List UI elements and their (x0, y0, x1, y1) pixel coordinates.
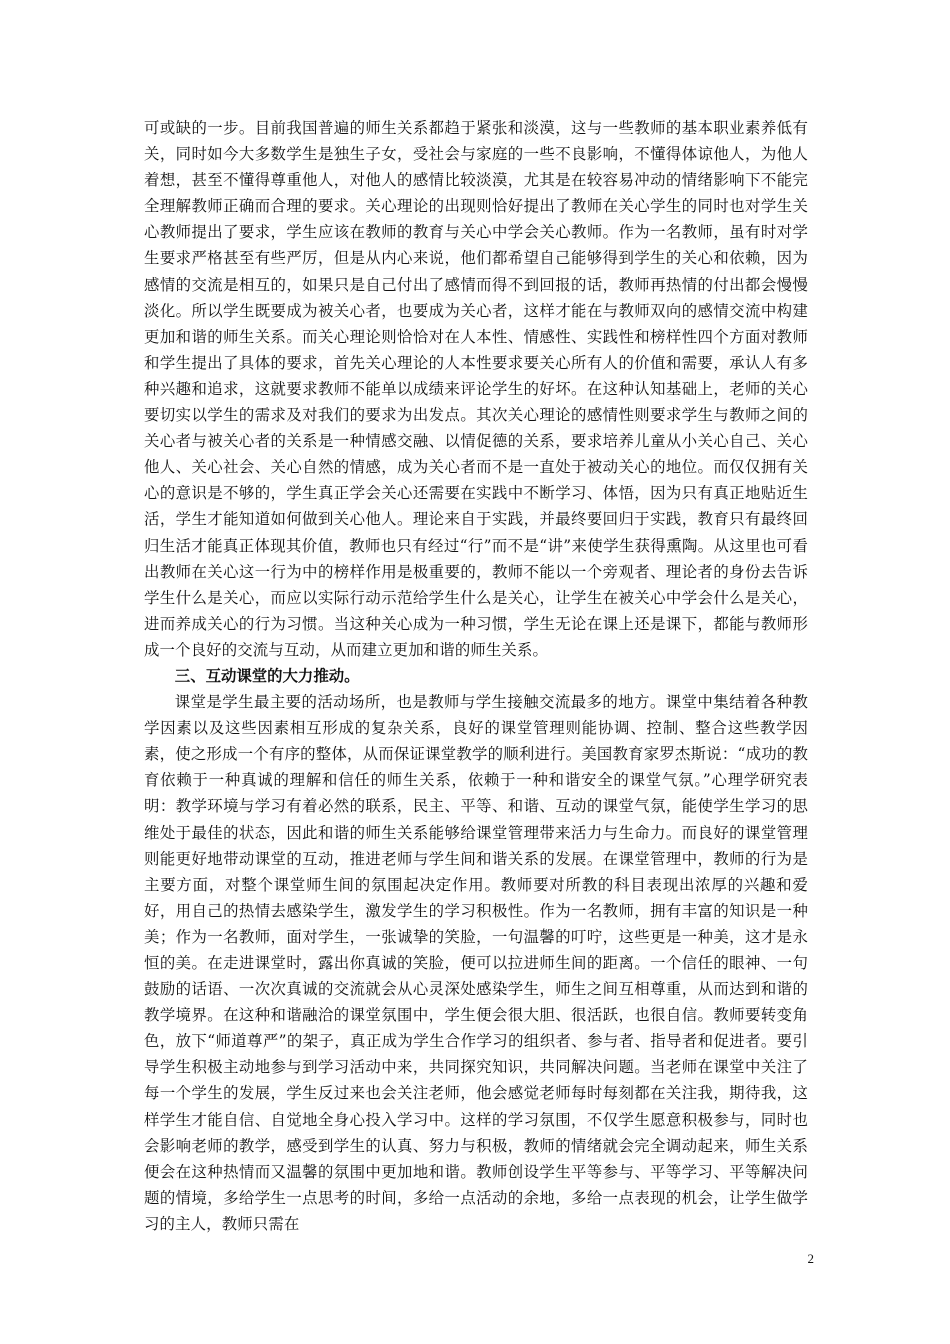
body-paragraph: 课堂是学生最主要的活动场所，也是教师与学生接触交流最多的地方。课堂中集结着各种教学因素以及这些因素相互形成的复杂关系，良好的课堂管理则能协调、控制、整合这些教学因素，使之形成一个有序的整体，从而保证课堂教学的顺利进行。美国教育家罗杰斯说：“成功的教育依赖于一种真诚的理解和信任的师生关系，依赖于一种和谐安全的课堂气氛。”心理学研究表明：教学环境与学习有着必然的联系，民主、平等、和谐、互动的课堂气氛，能使学生学习的思维处于最佳的状态，因此和谐的师生关系能够给课堂管理带来活力与生命力。而良好的课堂管理则能更好地带动课堂的互动，推进老师与学生间和谐关系的发展。在课堂管理中，教师的行为是主要方面，对整个课堂师生间的氛围起决定作用。教师要对所教的科目表现出浓厚的兴趣和爱好，用自己的热情去感染学生，激发学生的学习积极性。作为一名教师，拥有丰富的知识是一种美；作为一名教师，面对学生，一张诚挚的笑脸，一句温馨的叮咛，这些更是一种美，这才是永恒的美。在走进课堂时，露出你真诚的笑脸，便可以拉进师生间的距离。一个信任的眼神、一句鼓励的话语、一次次真诚的交流就会从心灵深处感染学生，师生之间互相尊重，从而达到和谐的教学境界。在这种和谐融洽的课堂氛围中，学生便会很大胆、很活跃，也很自信。教师要转变角色，放下“师道尊严”的架子，真正成为学生合作学习的组织者、参与者、指导者和促进者。要引导学生积极主动地参与到学习活动中来，共同探究知识，共同解决问题。当老师在课堂中关注了每一个学生的发展，学生反过来也会关注老师，他会感觉老师每时每刻都在关注我，期待我，这样学生才能自信、自觉地全身心投入学习中。这样的学习氛围，不仅学生愿意积极参与，同时也会影响老师的教学，感受到学生的认真、努力与积极，教师的情绪就会完全调动起来，师生关系便会在这种热情而又温馨的氛围中更加地和谐。教师创设学生平等参与、平等学习、平等解决问题的情境，多给学生一点思考的时间，多给一点活动的余地，多给一点表现的机会，让学生做学习的主人，教师只需在 (144, 693, 808, 1233)
body-paragraph-continued: 可或缺的一步。目前我国普遍的师生关系都趋于紧张和淡漠，这与一些教师的基本职业素养低有关，同时如今大多数学生是独生子女，受社会与家庭的一些不良影响，不懂得体谅他人，为他人着想，甚至不懂得尊重他人，对他人的感情比较淡漠，尤其是在较容易冲动的情绪影响下不能完全理解教师正确而合理的要求。关心理论的出现则恰好提出了教师在关心学生的同时也对学生关心教师提出了要求，学生应该在教师的教育与关心中学会关心教师。作为一名教师，虽有时对学生要求严格甚至有些严厉，但是从内心来说，他们都希望自己能够得到学生的关心和依赖，因为感情的交流是相互的，如果只是自己付出了感情而得不到回报的话，教师再热情的付出都会慢慢淡化。所以学生既要成为被关心者，也要成为关心者，这样才能在与教师双向的感情交流中构建更加和谐的师生关系。而关心理论则恰恰对在人本性、情感性、实践性和榜样性四个方面对教师和学生提出了具体的要求，首先关心理论的人本性要求要关心所有人的价值和需要，承认人有多种兴趣和追求，这就要求教师不能单以成绩来评论学生的好坏。在这种认知基础上，老师的关心要切实以学生的需求及对我们的要求为出发点。其次关心理论的感情性则要求学生与教师之间的关心者与被关心者的关系是一种情感交融、以情促德的关系，要求培养儿童从小关心自己、关心他人、关心社会、关心自然的情感，成为关心者而不是一直处于被动关心的地位。而仅仅拥有关心的意识是不够的，学生真正学会关心还需要在实践中不断学习、体悟，因为只有真正地贴近生活，学生才能知道如何做到关心他人。理论来自于实践，并最终要回归于实践，教育只有最终回归生活才能真正体现其价值，教师也只有经过“行”而不是“讲”来使学生获得熏陶。从这里也可看出教师在关心这一行为中的榜样作用是极重要的，教师不能以一个旁观者、理论者的身份去告诉学生什么是关心，而应以实际行动示范给学生什么是关心，让学生在被关心中学会什么是关心，进而养成关心的行为习惯。当这种关心成为一种习惯，学生无论在课上还是课下，都能与教师形成一个良好的交流与互动，从而建立更加和谐的师生关系。 (144, 119, 808, 659)
document-body (144, 115, 808, 1237)
page-number: 2 (807, 1251, 814, 1266)
section-heading: 三、互动课堂的大力推动。 (174, 666, 360, 685)
